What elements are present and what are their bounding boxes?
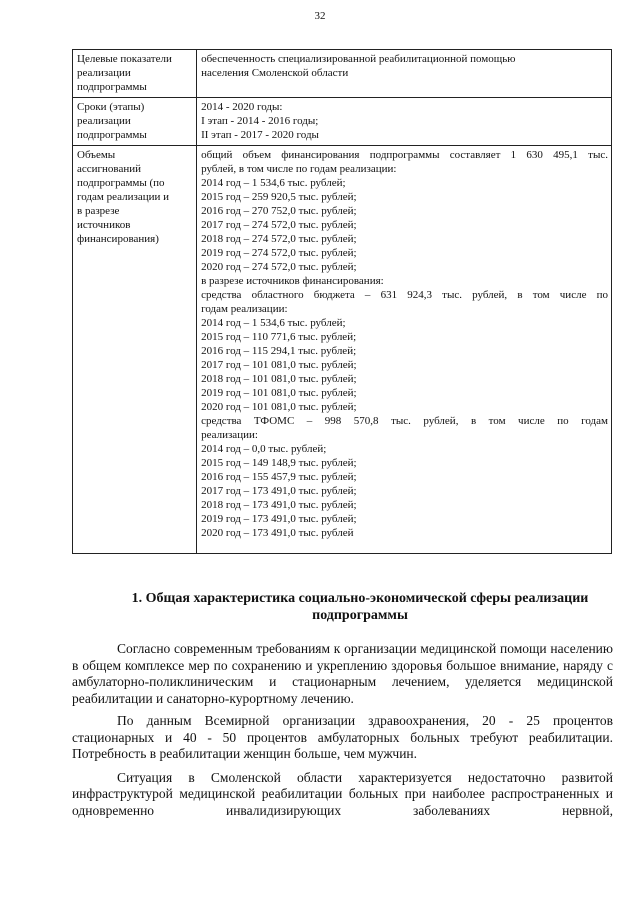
table-row-terms — [73, 98, 612, 146]
label-line: Целевые показатели — [77, 53, 172, 65]
label-line: ассигнований — [77, 163, 142, 175]
value-line: средства ТФОМС – 998 570,8 тыс. рублей, в том числе по годам — [201, 415, 608, 427]
row-label — [73, 50, 197, 98]
table-row-funding — [73, 146, 612, 554]
value-line: обеспеченность специализированной реабилитационной помощью — [201, 53, 516, 65]
label-line: в разрезе — [77, 205, 120, 217]
value-line: 2016 год – 115 294,1 тыс. рублей; — [201, 345, 357, 357]
paragraph: Согласно современным требованиям к организации медицинской помощи населению в общем комплексе мер по сохранению и укреплению здоровья большое внимание, наряду с амбулаторно-поликлиническим и стационарным лечением, уделяется медицинской реабилитации и санаторно-курортному лечению. — [72, 641, 613, 706]
value-line: 2017 год – 173 491,0 тыс. рублей; — [201, 485, 357, 497]
value-line: II этап - 2017 - 2020 годы — [201, 129, 319, 141]
value-line: 2015 год – 259 920,5 тыс. рублей; — [201, 191, 357, 203]
value-line: 2014 - 2020 годы: — [201, 101, 283, 113]
value-line: в разрезе источников финансирования: — [201, 275, 384, 287]
section-heading-line: подпрограммы — [312, 608, 408, 623]
value-line: населения Смоленской области — [201, 67, 349, 79]
row-label — [73, 146, 197, 554]
value-line: 2018 год – 173 491,0 тыс. рублей; — [201, 499, 357, 511]
label-line: подпрограммы (по — [77, 177, 165, 189]
value-line: 2017 год – 101 081,0 тыс. рублей; — [201, 359, 357, 371]
value-line: I этап - 2014 - 2016 годы; — [201, 115, 319, 127]
row-value — [197, 146, 612, 554]
value-line: 2020 год – 274 572,0 тыс. рублей; — [201, 261, 357, 273]
body-text — [72, 641, 613, 819]
value-line: общий объем финансирования подпрограммы составляет 1 630 495,1 тыс. — [201, 149, 608, 161]
paragraph: Ситуация в Смоленской области характеризуется недостаточно развитой инфраструктурой медицинской реабилитации больных при наиболее распространенных и одновременно инвалидизирующих заболеваниях нервной, — [72, 769, 613, 818]
value-line: реализации: — [201, 429, 258, 441]
label-line: подпрограммы — [77, 129, 147, 141]
value-line: 2016 год – 270 752,0 тыс. рублей; — [201, 205, 357, 217]
value-line: средства областного бюджета – 631 924,3 тыс. рублей, в том числе по — [201, 289, 608, 301]
label-line: реализации — [77, 67, 131, 79]
page-number: 32 — [314, 10, 326, 22]
value-line: 2018 год – 101 081,0 тыс. рублей; — [201, 373, 357, 385]
row-value — [197, 50, 612, 98]
value-line: 2020 год – 101 081,0 тыс. рублей; — [201, 401, 357, 413]
label-line: Объемы — [77, 149, 116, 161]
value-line: 2019 год – 101 081,0 тыс. рублей; — [201, 387, 357, 399]
label-line: годам реализации и — [77, 191, 170, 203]
value-line: рублей, в том числе по годам реализации: — [201, 163, 397, 175]
paragraph: По данным Всемирной организации здравоохранения, 20 - 25 процентов стационарных и 40 - 50 процентов амбулаторных больных требуют реабилитации. Потребность в реабилитации женщин больше, чем мужчин. — [72, 713, 613, 761]
label-line: реализации — [77, 115, 131, 127]
value-line: 2019 год – 274 572,0 тыс. рублей; — [201, 247, 357, 259]
value-line: 2015 год – 110 771,6 тыс. рублей; — [201, 331, 357, 343]
label-line: Сроки (этапы) — [77, 101, 145, 113]
table-row-target-indicators — [73, 50, 612, 98]
value-line: 2014 год – 1 534,6 тыс. рублей; — [201, 177, 346, 189]
label-line: источников — [77, 219, 131, 231]
label-line: финансирования) — [77, 233, 159, 245]
value-line: 2017 год – 274 572,0 тыс. рублей; — [201, 219, 357, 231]
value-line: 2020 год – 173 491,0 тыс. рублей — [201, 527, 354, 539]
value-line: годам реализации: — [201, 303, 288, 315]
value-line: 2016 год – 155 457,9 тыс. рублей; — [201, 471, 357, 483]
value-line: 2014 год – 1 534,6 тыс. рублей; — [201, 317, 346, 329]
section-heading — [110, 590, 610, 624]
subprogram-passport-table — [72, 49, 612, 554]
value-line: 2018 год – 274 572,0 тыс. рублей; — [201, 233, 357, 245]
label-line: подпрограммы — [77, 81, 147, 93]
value-line: 2014 год – 0,0 тыс. рублей; — [201, 443, 327, 455]
row-label — [73, 98, 197, 146]
value-line: 2019 год – 173 491,0 тыс. рублей; — [201, 513, 357, 525]
row-value — [197, 98, 612, 146]
section-heading-line: 1. Общая характеристика социально-экономической сферы реализации — [131, 591, 589, 606]
value-line: 2015 год – 149 148,9 тыс. рублей; — [201, 457, 357, 469]
